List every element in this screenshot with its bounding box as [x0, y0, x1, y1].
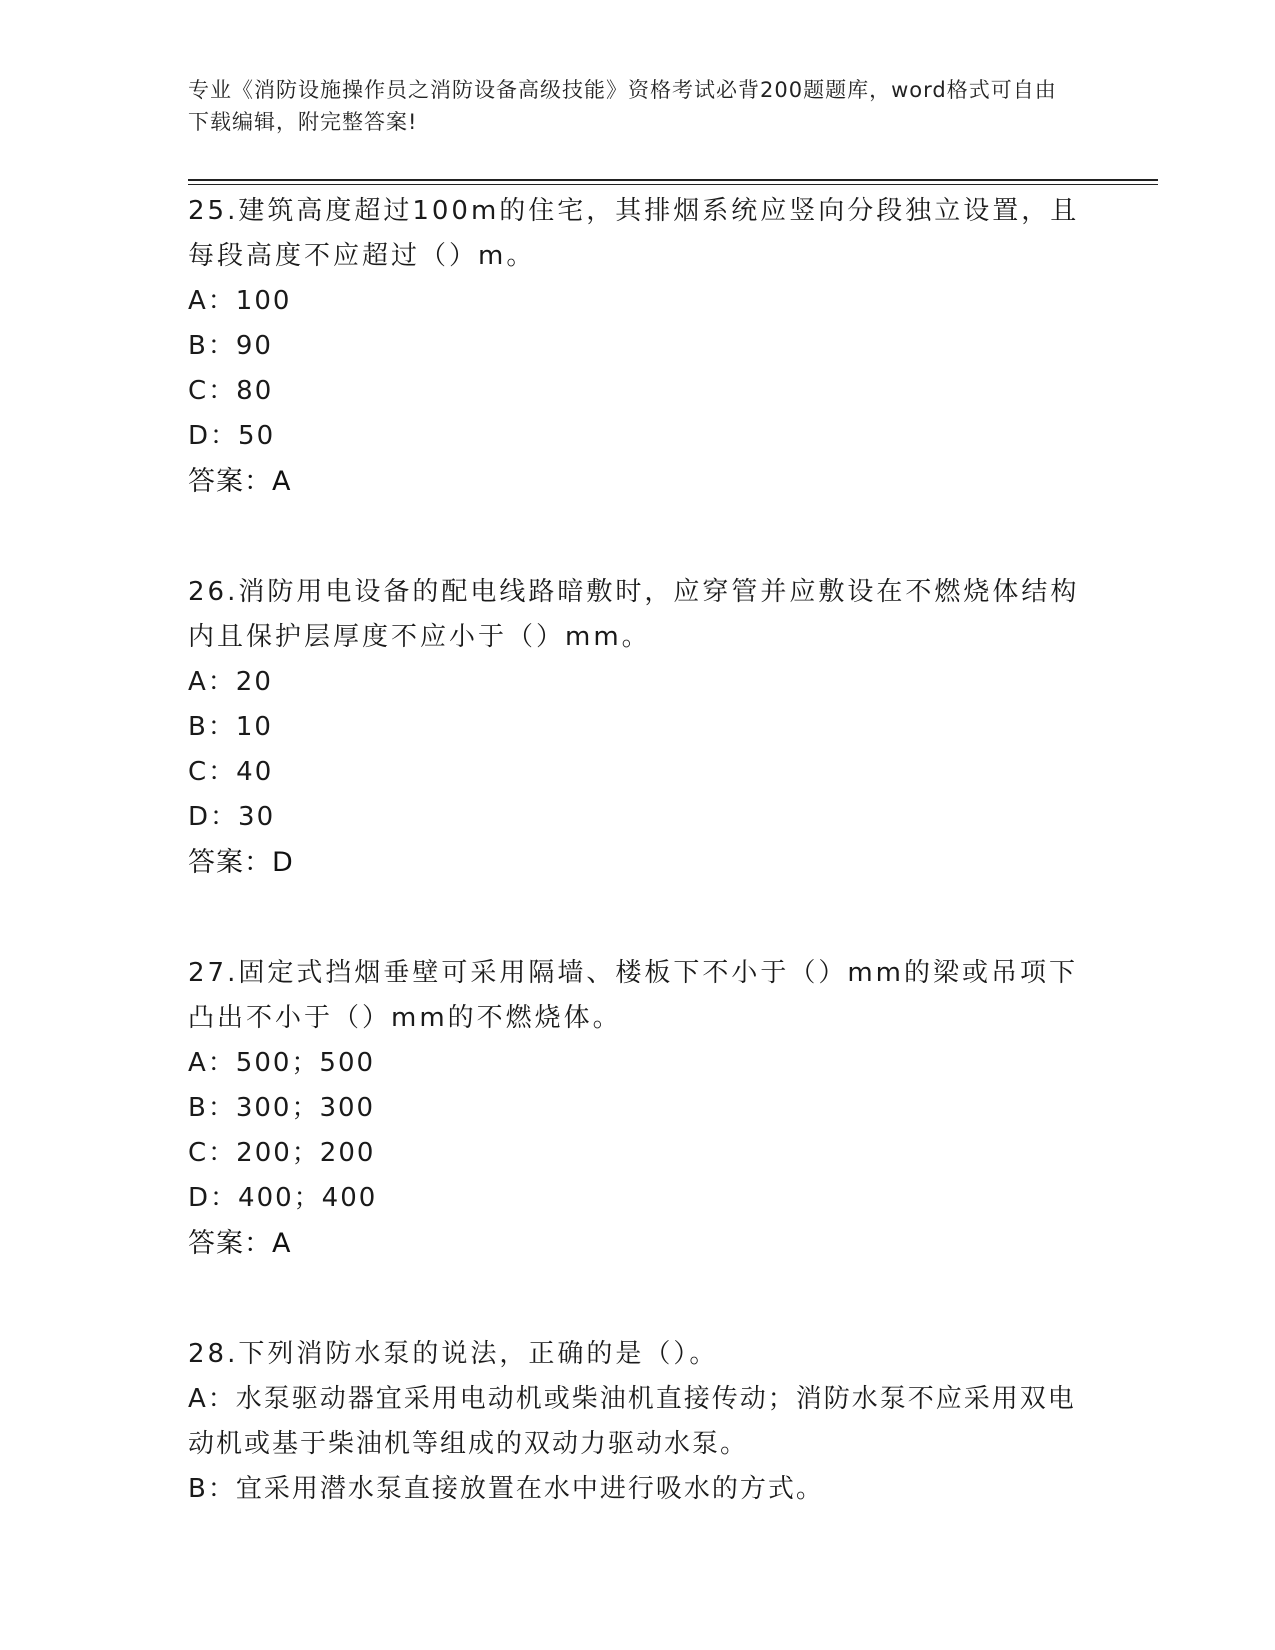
question-spacer — [188, 1267, 1088, 1312]
question-list — [188, 189, 1088, 1532]
option-text: 200；200 — [236, 1138, 376, 1168]
question-26 — [188, 570, 1088, 931]
option-b — [188, 705, 1088, 750]
question-stem: 27.固定式挡烟垂壁可采用隔墙、楼板下不小于（）mm的梁或吊项下凸出不小于（）mm的不燃烧体。 — [188, 958, 1079, 1033]
option-letter: B： — [188, 712, 236, 742]
question-stem: 28.下列消防水泵的说法，正确的是（）。 — [188, 1339, 719, 1369]
option-text: 90 — [235, 331, 273, 361]
answer-line: 答案：A — [188, 466, 292, 497]
option-letter: C： — [188, 376, 237, 406]
option-text: 400；400 — [238, 1183, 378, 1213]
option-letter: B： — [188, 331, 236, 361]
option-a — [188, 1041, 1088, 1086]
option-text: 300；300 — [235, 1093, 376, 1123]
option-letter: D： — [188, 1183, 239, 1213]
option-text: 40 — [236, 757, 274, 787]
option-c — [188, 369, 1088, 414]
option-c — [188, 1131, 1088, 1176]
option-text: 20 — [235, 667, 273, 697]
question-spacer — [188, 505, 1088, 550]
document-header: 专业《消防设施操作员之消防设备高级技能》资格考试必背200题题库，word格式可自由下载编辑，附完整答案! — [188, 78, 1057, 134]
option-letter: A： — [188, 1048, 236, 1078]
option-d — [188, 1176, 1088, 1221]
option-a — [188, 1377, 1088, 1467]
option-letter: D： — [188, 421, 239, 451]
question-stem: 25.建筑高度超过100m的住宅，其排烟系统应竖向分段独立设置，且每段高度不应超过（）m。 — [188, 196, 1080, 271]
option-letter: C： — [188, 757, 237, 787]
option-b — [188, 1467, 1088, 1512]
option-letter: B： — [188, 1474, 236, 1504]
option-d — [188, 795, 1088, 840]
option-text: 80 — [236, 376, 274, 406]
option-text: 30 — [238, 802, 276, 832]
option-letter: A： — [188, 286, 236, 316]
question-28 — [188, 1332, 1088, 1512]
question-27 — [188, 951, 1088, 1312]
option-letter: C： — [188, 1138, 237, 1168]
option-letter: B： — [188, 1093, 236, 1123]
option-c — [188, 750, 1088, 795]
option-text: 100 — [235, 286, 292, 316]
question-stem: 26.消防用电设备的配电线路暗敷时，应穿管并应敷设在不燃烧体结构内且保护层厚度不应小于（）mm。 — [188, 577, 1080, 652]
option-text: 水泵驱动器宜采用电动机或柴油机直接传动；消防水泵不应采用双电动机或基于柴油机等组成的双动力驱动水泵。 — [188, 1384, 1076, 1459]
option-letter: D： — [188, 802, 239, 832]
answer-line: 答案：D — [188, 847, 294, 878]
option-letter: A： — [188, 667, 236, 697]
header-divider-thin — [188, 184, 1158, 185]
option-text: 宜采用潜水泵直接放置在水中进行吸水的方式。 — [235, 1474, 824, 1504]
option-text: 10 — [235, 712, 273, 742]
question-spacer — [188, 886, 1088, 931]
option-b — [188, 1086, 1088, 1131]
option-letter: A： — [188, 1384, 236, 1414]
option-text: 50 — [238, 421, 276, 451]
option-b — [188, 324, 1088, 369]
question-25 — [188, 189, 1088, 550]
option-d — [188, 414, 1088, 459]
header-divider-thick — [188, 179, 1158, 181]
option-a — [188, 660, 1088, 705]
answer-line: 答案：A — [188, 1228, 292, 1259]
option-text: 500；500 — [235, 1048, 376, 1078]
option-a — [188, 279, 1088, 324]
